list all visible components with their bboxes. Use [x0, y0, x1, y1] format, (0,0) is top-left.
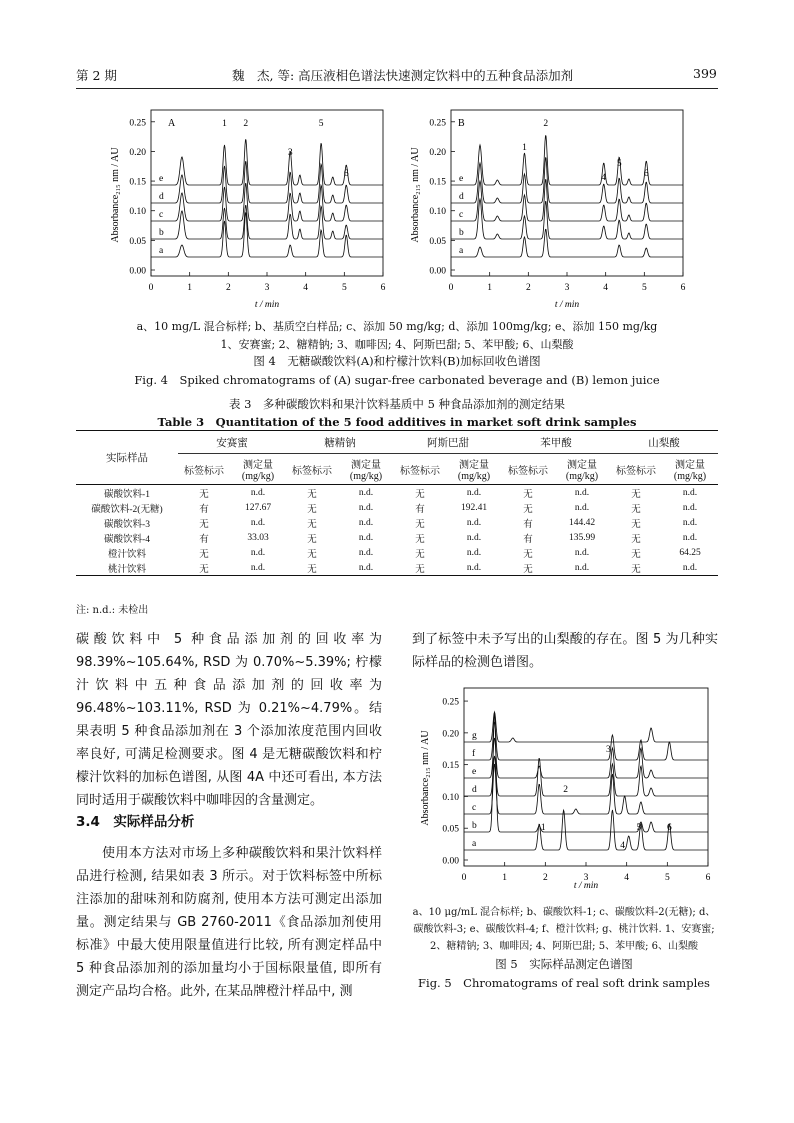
sample-name: 碳酸饮料-4: [104, 534, 150, 545]
sample-name: 碳酸饮料-3: [104, 519, 150, 530]
trace-label: a: [459, 246, 464, 256]
panel-a-label: A: [168, 118, 176, 129]
subheader-measured-text: 测定量: [243, 460, 273, 471]
x-tick-label: 0: [148, 283, 154, 293]
label-cell: 无: [502, 560, 554, 576]
measured-cell: n.d.: [358, 547, 374, 558]
label-cell: 无: [307, 489, 317, 500]
fig4-caption-cn: 图 4 无糖碳酸饮料(A)和柠檬汁饮料(B)加标回收色谱图: [253, 354, 541, 368]
measured-cell: n.d.: [250, 517, 266, 528]
trace-label: e: [159, 174, 164, 184]
x-tick-label: 4: [603, 283, 609, 293]
fig4-legend-samples: a、10 mg/L 混合标样; b、基质空白样品; c、添加 50 mg/kg; d、添加 100mg/kg; e、添加 150 mg/kg: [136, 320, 658, 333]
group-header: 山梨酸: [610, 431, 718, 454]
trace-label: b: [459, 228, 464, 238]
label-cell: 无: [415, 549, 425, 560]
trace-f: [464, 722, 708, 760]
measured-cell: 144.42: [568, 517, 596, 528]
trace-label: d: [159, 192, 164, 202]
panel-a: [110, 110, 386, 310]
x-tick-label: 3: [564, 283, 570, 293]
group-header: 阿斯巴甜: [394, 431, 502, 454]
x-tick-label: 5: [641, 283, 647, 293]
table3-title-cn: 表 3 多种碳酸饮料和果汁饮料基质中 5 种食品添加剂的测定结果: [228, 397, 566, 411]
peak-number: 5: [636, 823, 642, 833]
paragraph-recovery: 碳酸饮料中 5 种食品添加剂的回收率为 98.39%~105.64%, RSD 为 0.70%~5.39%; 柠檬汁饮料中五种食品添加剂的回收率为 96.48%~103.11%, RSD 为 0.21%~4.79%。结果表明 5 种食品添加剂在 3 个添加浓度范围内回收率良好, 可满足检测要求。图 4 是无糖碳酸饮料和柠檬汁饮料的加标色谱图, 从图 4A 中还可看出, 本方法同时适用于碳酸饮料中咖啡因的含量测定。: [76, 632, 382, 808]
group-header: 安赛蜜: [178, 431, 286, 454]
table-row: [76, 515, 718, 530]
label-cell: 无: [307, 549, 317, 560]
label-cell: 有: [523, 534, 533, 545]
measured-cell: 64.25: [679, 547, 701, 558]
measured-cell: n.d.: [446, 560, 502, 576]
y-tick-label: 0.15: [429, 177, 446, 188]
x-tick-label: 2: [542, 873, 548, 883]
fig5-legend-2: 碳酸饮料-3; e、碳酸饮料-4; f、橙汁饮料; g、桃汁饮料. 1、安赛蜜;: [413, 924, 715, 935]
measured-cell: 192.41: [460, 502, 488, 513]
x-tick-label: 5: [341, 283, 347, 293]
peak-number: 4: [601, 173, 607, 183]
trace-c: [464, 764, 708, 814]
subheader-measured: [554, 454, 610, 485]
y-tick-label: 0.25: [442, 697, 459, 708]
trace-label: e: [459, 174, 464, 184]
journal-issue: 第 2 期: [76, 68, 117, 83]
label-cell: 有: [199, 504, 209, 515]
trace-label: e: [472, 767, 477, 777]
y-tick-label: 0.00: [429, 266, 446, 277]
measured-cell: n.d.: [466, 487, 482, 498]
measured-cell: n.d.: [230, 560, 286, 576]
label-cell: 无: [631, 534, 641, 545]
figure-4-chart: [90, 100, 710, 314]
y-tick-label: 0.20: [442, 729, 459, 740]
table-row: [76, 485, 718, 501]
measured-cell: n.d.: [682, 532, 698, 543]
x-tick-label: 4: [303, 283, 309, 293]
label-cell: 无: [178, 560, 230, 576]
measured-cell: n.d.: [682, 517, 698, 528]
subheader-unit: (mg/kg): [349, 471, 383, 482]
measured-cell: n.d.: [554, 560, 610, 576]
paragraph-sorbic: 到了标签中未予写出的山梨酸的存在。图 5 为几种实际样品的检测色谱图。: [412, 632, 718, 670]
label-cell: 无: [415, 489, 425, 500]
peak-number: 5: [616, 159, 622, 169]
measured-cell: n.d.: [682, 502, 698, 513]
group-header: 苯甲酸: [502, 431, 610, 454]
trace-label: d: [472, 785, 477, 795]
header-rule: [76, 88, 718, 89]
subheader-measured-text: 测定量: [567, 460, 597, 471]
page-number: 399: [693, 66, 717, 81]
peak-number: 2: [543, 119, 549, 129]
trace-label: a: [472, 839, 477, 849]
x-tick-label: 0: [448, 283, 454, 293]
y-tick-label: 0.25: [429, 118, 446, 129]
panel-b-label: B: [458, 118, 465, 129]
trace-label: c: [459, 210, 464, 220]
fig4-legend-compounds: 1、安赛蜜; 2、糖精钠; 3、咖啡因; 4、阿斯巴甜; 5、苯甲酸; 6、山梨酸: [220, 338, 574, 351]
label-cell: 无: [631, 489, 641, 500]
peak-number: 2: [243, 119, 249, 129]
trace-c: [151, 184, 383, 222]
paragraph-real-samples: 使用本方法对市场上多种碳酸饮料和果汁饮料样品进行检测, 结果如表 3 所示。对于饮料标签中所标注添加的甜味剂和防腐剂, 使用本方法可测定出添加量。测定结果与 GB 2760-2011《食品添加剂使用标准》中最大使用限量值进行比较, 所有测定样品中 5 种食品添加剂的添加量均小于国标限量值, 即所有测定产品均合格。此外, 在某品牌橙汁样品中, 测: [76, 846, 382, 999]
fig5-legend-3: 2、糖精钠; 3、咖啡因; 4、阿斯巴甜; 5、苯甲酸; 6、山梨酸: [429, 941, 698, 952]
measured-cell: n.d.: [682, 487, 698, 498]
measured-cell: n.d.: [466, 532, 482, 543]
x-tick-label: 6: [705, 873, 711, 883]
peak-number: 1: [222, 119, 227, 129]
peak-number: 3: [605, 745, 611, 755]
peak-number: 6: [643, 169, 649, 179]
trace-label: d: [459, 192, 464, 202]
peak-number: 6: [666, 823, 672, 833]
y-tick-label: 0.05: [442, 824, 459, 835]
x-tick-label: 1: [187, 283, 193, 293]
y-tick-label: 0.00: [442, 856, 459, 867]
group-header: 糖精钠: [286, 431, 394, 454]
measured-cell: n.d.: [250, 547, 266, 558]
x-tick-label: 3: [583, 873, 589, 883]
peak-number: 6: [343, 169, 349, 179]
label-cell: 无: [199, 489, 209, 500]
table-row: [76, 530, 718, 545]
label-cell: 无: [307, 534, 317, 545]
trace-d: [464, 756, 708, 796]
sample-name: 碳酸饮料-1: [104, 489, 150, 500]
subheader-measured: [338, 454, 394, 485]
peak-number: 5: [318, 119, 324, 129]
x-tick-label: 3: [264, 283, 270, 293]
x-tick-label: 4: [624, 873, 630, 883]
fig4-a-ylabel: Absorbance₂₁₅ nm / AU: [110, 147, 121, 243]
peak-number: 1: [540, 823, 546, 833]
x-tick-label: 0: [461, 873, 467, 883]
subheader-unit: (mg/kg): [457, 471, 491, 482]
y-tick-label: 0.20: [429, 147, 446, 158]
trace-b: [451, 199, 683, 239]
label-cell: 无: [199, 519, 209, 530]
label-cell: 无: [631, 504, 641, 515]
y-tick-label: 0.00: [129, 266, 146, 277]
peak-number: 2: [563, 785, 569, 795]
label-cell: 无: [523, 549, 533, 560]
fig4-b-ylabel: Absorbance₂₁₅ nm / AU: [410, 147, 421, 243]
label-cell: 无: [307, 504, 317, 515]
figure-5-chart: [402, 680, 718, 894]
label-cell: 无: [523, 489, 533, 500]
label-cell: 无: [631, 519, 641, 530]
running-title: 魏 杰, 等: 高压液相色谱法快速测定饮料中的五种食品添加剂: [232, 68, 574, 83]
label-cell: 无: [394, 560, 446, 576]
trace-e: [464, 738, 708, 778]
subheader-unit: (mg/kg): [673, 471, 707, 482]
table-row: [76, 500, 718, 515]
y-tick-label: 0.05: [129, 236, 146, 247]
panel-b: [410, 110, 686, 310]
sample-name: 桃汁饮料: [76, 560, 178, 576]
label-cell: 无: [415, 519, 425, 530]
subheader-label: 标签标示: [178, 454, 230, 485]
trace-label: c: [159, 210, 164, 220]
x-tick-label: 1: [487, 283, 493, 293]
table-row: [76, 560, 718, 576]
y-tick-label: 0.25: [129, 118, 146, 129]
measured-cell: n.d.: [358, 532, 374, 543]
label-cell: 无: [523, 504, 533, 515]
trace-c: [451, 180, 683, 221]
fig5-caption-en: Fig. 5 Chromatograms of real soft drink samples: [418, 976, 710, 990]
table3-title-en: Table 3 Quantitation of the 5 food additives in market soft drink samples: [157, 415, 637, 429]
label-cell: 有: [199, 534, 209, 545]
label-cell: 无: [286, 560, 338, 576]
sample-name: 橙汁饮料: [107, 549, 146, 560]
peak-number: 3: [287, 148, 293, 158]
trace-label: a: [159, 246, 164, 256]
subheader-measured-text: 测定量: [675, 460, 705, 471]
subheader-measured-text: 测定量: [351, 460, 381, 471]
y-tick-label: 0.15: [129, 177, 146, 188]
y-tick-label: 0.05: [429, 236, 446, 247]
fig5-caption-cn: 图 5 实际样品测定色谱图: [495, 957, 633, 971]
fig4-a-xlabel: t / min: [254, 300, 280, 310]
subheader-unit: (mg/kg): [241, 471, 275, 482]
peak-number: 1: [522, 143, 527, 153]
trace-label: b: [159, 228, 164, 238]
trace-label: b: [472, 821, 477, 831]
measured-cell: 127.67: [244, 502, 272, 513]
trace-label: f: [472, 749, 476, 759]
measured-cell: n.d.: [662, 560, 718, 576]
measured-cell: n.d.: [466, 517, 482, 528]
subheader-measured: [446, 454, 502, 485]
y-tick-label: 0.20: [129, 147, 146, 158]
measured-cell: n.d.: [358, 502, 374, 513]
subheader-measured: [230, 454, 286, 485]
trace-label: c: [472, 803, 477, 813]
table-3: [76, 430, 718, 576]
subheader-label: 标签标示: [286, 454, 338, 485]
table3-note: 注: n.d.: 未检出: [76, 605, 149, 616]
measured-cell: n.d.: [358, 487, 374, 498]
fig4-b-xlabel: t / min: [554, 300, 580, 310]
x-tick-label: 6: [680, 283, 686, 293]
measured-cell: n.d.: [574, 487, 590, 498]
fig5-legend-1: a、10 μg/mL 混合标样; b、碳酸饮料-1; c、碳酸饮料-2(无糖); d、: [412, 907, 716, 918]
x-tick-label: 2: [525, 283, 531, 293]
label-cell: 有: [415, 504, 425, 515]
label-cell: 无: [631, 549, 641, 560]
subheader-measured-text: 测定量: [459, 460, 489, 471]
fig5-xlabel: t / min: [573, 881, 599, 891]
trace-g: [464, 712, 708, 742]
label-cell: 有: [523, 519, 533, 530]
fig5-ylabel: Absorbance₂₁₅ nm / AU: [420, 730, 431, 826]
subheader-measured: [662, 454, 718, 485]
sample-name: 碳酸饮料-2(无糖): [91, 504, 163, 515]
measured-cell: n.d.: [466, 547, 482, 558]
section-heading-3-4: 3.4 实际样品分析: [76, 814, 195, 830]
measured-cell: n.d.: [250, 487, 266, 498]
subheader-unit: (mg/kg): [565, 471, 599, 482]
x-tick-label: 6: [380, 283, 386, 293]
measured-cell: n.d.: [358, 517, 374, 528]
header-sample: 实际样品: [76, 431, 178, 485]
y-tick-label: 0.10: [129, 207, 146, 218]
y-tick-label: 0.15: [442, 761, 459, 772]
y-tick-label: 0.10: [429, 207, 446, 218]
x-tick-label: 1: [502, 873, 508, 883]
trace-b: [151, 206, 383, 240]
measured-cell: 33.03: [247, 532, 269, 543]
label-cell: 无: [307, 519, 317, 530]
x-tick-label: 2: [225, 283, 231, 293]
measured-cell: 135.99: [568, 532, 596, 543]
subheader-label: 标签标示: [502, 454, 554, 485]
measured-cell: n.d.: [574, 502, 590, 513]
trace-d: [451, 158, 683, 203]
y-tick-label: 0.10: [442, 792, 459, 803]
label-cell: 无: [415, 534, 425, 545]
subheader-label: 标签标示: [394, 454, 446, 485]
x-tick-label: 5: [664, 873, 670, 883]
fig4-caption-en: Fig. 4 Spiked chromatograms of (A) sugar-free carbonated beverage and (B) lemon juice: [134, 373, 660, 387]
peak-number: 4: [620, 841, 625, 851]
subheader-label: 标签标示: [610, 454, 662, 485]
trace-label: g: [472, 731, 477, 741]
label-cell: 无: [610, 560, 662, 576]
measured-cell: n.d.: [574, 547, 590, 558]
table-row: [76, 545, 718, 560]
measured-cell: n.d.: [338, 560, 394, 576]
label-cell: 无: [199, 549, 209, 560]
